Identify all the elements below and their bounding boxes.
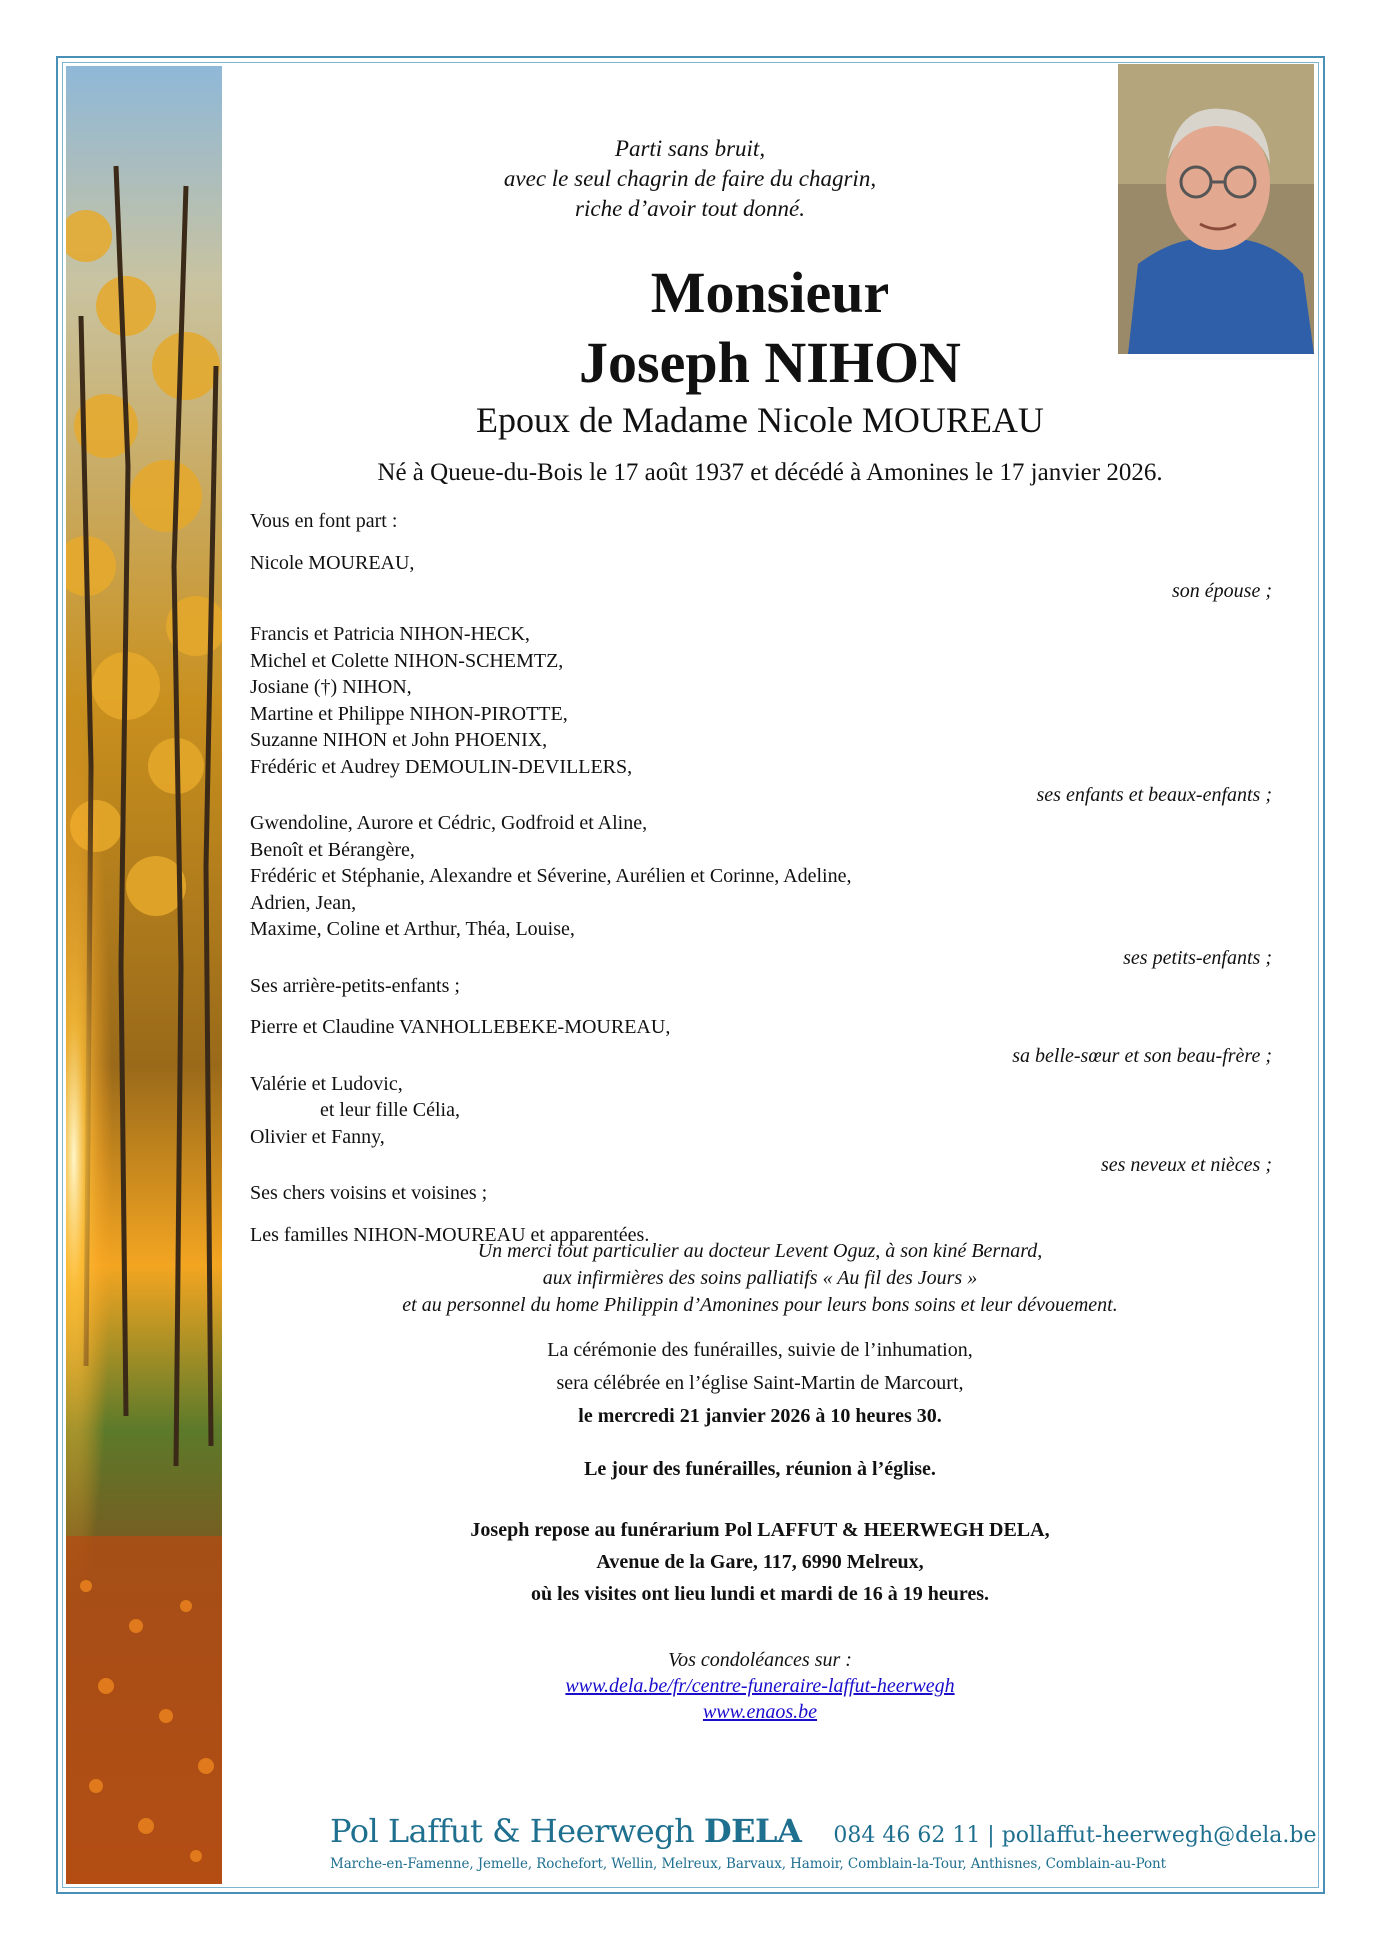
in-laws-name: Pierre et Claudine VANHOLLEBEKE-MOUREAU,	[250, 1016, 671, 1038]
grandchild-line: Frédéric et Stéphanie, Alexandre et Séverine, Aurélien et Corinne, Adeline,	[250, 865, 852, 887]
nephew-line: Valérie et Ludovic,	[250, 1072, 403, 1095]
opening-poem	[420, 134, 960, 224]
condolences-section	[300, 1647, 1220, 1725]
neighbours-line: Ses chers voisins et voisines ;	[250, 1182, 488, 1204]
thanks-line: Un merci tout particulier au docteur Levent Oguz, à son kiné Bernard,	[477, 1240, 1043, 1262]
poem-line: riche d’avoir tout donné.	[575, 196, 805, 221]
funerarium-line: Avenue de la Gare, 117, 6990 Melreux,	[596, 1551, 924, 1573]
nephews-role: ses neveux et nièces ;	[1100, 1154, 1272, 1176]
grandchild-line: Gwendoline, Aurore et Cédric, Godfroid et Aline,	[250, 812, 648, 834]
portrait-photo	[1118, 64, 1314, 354]
spouse-name: Nicole MOUREAU,	[250, 551, 415, 574]
funerarium-details	[300, 1514, 1220, 1610]
condolences-link-dela[interactable]: www.dela.be/fr/centre-funeraire-laffut-heerwegh	[565, 1675, 955, 1697]
nephew-line: Olivier et Fanny,	[250, 1125, 385, 1148]
child-line: Michel et Colette NIHON-SCHEMTZ,	[250, 649, 564, 672]
grandchild-line: Maxime, Coline et Arthur, Théa, Louise,	[250, 918, 575, 940]
great-grandchildren-line: Ses arrière-petits-enfants ;	[250, 974, 460, 997]
grandchild-line: Adrien, Jean,	[250, 891, 357, 914]
grandchildren-role: ses petits-enfants ;	[1123, 946, 1272, 969]
spouse-role: son épouse ;	[1172, 580, 1272, 602]
funerarium-line: Joseph repose au funérarium Pol LAFFUT & HEERWEGH DELA,	[470, 1519, 1050, 1541]
ceremony-line: sera célébrée en l’église Saint-Martin de Marcourt,	[556, 1372, 964, 1394]
poem-line: avec le seul chagrin de faire du chagrin,	[503, 166, 877, 191]
poem-line: Parti sans bruit,	[614, 136, 766, 161]
ceremony-line: La cérémonie des funérailles, suivie de l’inhumation,	[547, 1339, 973, 1361]
ceremony-date: le mercredi 21 janvier 2026 à 10 heures 30.	[578, 1405, 942, 1427]
child-line: Josiane (†) NIHON,	[250, 676, 412, 698]
reunion-line: Le jour des funérailles, réunion à l’église.	[584, 1458, 936, 1480]
brand-logo	[330, 1812, 801, 1850]
funerarium-line: où les visites ont lieu lundi et mardi de 16 à 19 heures.	[531, 1583, 989, 1605]
nephew-line: et leur fille Célia,	[320, 1099, 460, 1121]
thanks-line: et au personnel du home Philippin d’Amonines pour leurs bons soins et leur dévouement.	[402, 1294, 1118, 1316]
in-laws-role: sa belle-sœur et son beau-frère ;	[1012, 1044, 1272, 1067]
birth-death-line: Né à Queue-du-Bois le 17 août 1937 et décédé à Amonines le 17 janvier 2026.	[377, 459, 1163, 486]
spouse-line: Epoux de Madame Nicole MOUREAU	[476, 400, 1044, 440]
thanks-paragraph	[260, 1238, 1260, 1319]
ceremony-details	[300, 1334, 1220, 1433]
child-line: Martine et Philippe NIHON-PIROTTE,	[250, 702, 568, 725]
condolences-link-enaos[interactable]: www.enaos.be	[702, 1701, 818, 1723]
footer-contact: 084 46 62 11 | pollaffut-heerwegh@dela.be	[833, 1823, 1317, 1848]
brand-mark: DELA	[703, 1812, 802, 1850]
children-role: ses enfants et beaux-enfants ;	[1036, 784, 1272, 806]
condolences-label: Vos condoléances sur :	[668, 1649, 852, 1671]
child-line: Francis et Patricia NIHON-HECK,	[250, 623, 530, 645]
thanks-line: aux infirmières des soins palliatifs « Au fil des Jours »	[542, 1267, 978, 1289]
child-line: Frédéric et Audrey DEMOULIN-DEVILLERS,	[250, 755, 633, 778]
autumn-forest-image	[66, 66, 222, 1884]
child-line: Suzanne NIHON et John PHOENIX,	[250, 729, 548, 751]
families-line: Les familles NIHON-MOUREAU et apparentées.	[250, 1223, 650, 1246]
brand-name: Pol Laffut & Heerwegh	[330, 1812, 695, 1850]
deceased-title	[420, 258, 1120, 398]
funeral-home-footer	[330, 1812, 1317, 1872]
deceased-name: Joseph NIHON	[579, 330, 961, 395]
intro-line: Vous en font part :	[250, 510, 398, 532]
honorific: Monsieur	[650, 260, 890, 325]
footer-locations: Marche-en-Famenne, Jemelle, Rochefort, Wellin, Melreux, Barvaux, Hamoir, Comblain-la-Tour, Anthisnes, Comblain-au-Pont	[330, 1856, 1166, 1872]
family-announcement	[250, 508, 1272, 1248]
grandchild-line: Benoît et Bérangère,	[250, 838, 415, 861]
